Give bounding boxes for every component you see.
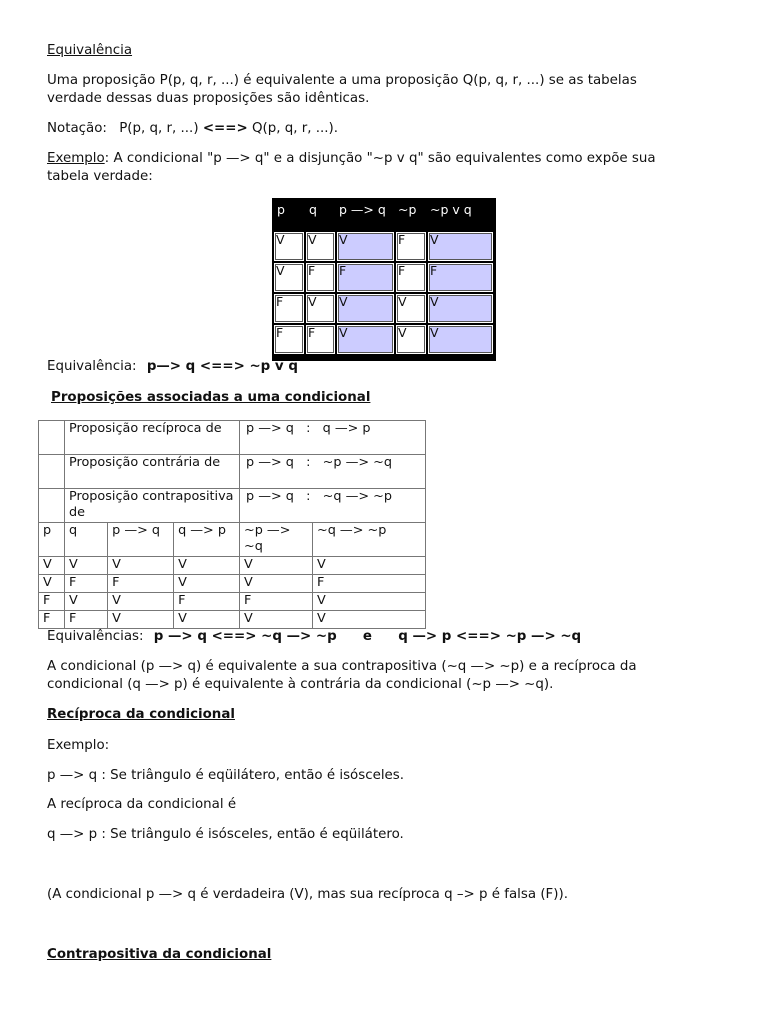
assoc-name: Proposição recíproca de bbox=[65, 421, 240, 455]
table-cell: V bbox=[108, 593, 174, 611]
header-cell: q bbox=[65, 523, 108, 557]
truth-cell: F bbox=[396, 232, 426, 261]
equivalences-line bbox=[47, 628, 581, 646]
truth-cell: V bbox=[337, 294, 394, 323]
table-cell: V bbox=[313, 593, 426, 611]
truth-cell: V bbox=[306, 232, 335, 261]
table-row bbox=[39, 575, 426, 593]
associated-propositions-table bbox=[38, 420, 426, 629]
reciprocal-line-a: p —> q : Se triângulo é eqüilátero, então é isósceles. bbox=[47, 768, 405, 783]
table-cell: V bbox=[108, 611, 174, 629]
table-row bbox=[39, 455, 426, 489]
equivalence-line bbox=[47, 358, 298, 376]
reciprocal-line-d: (A condicional p —> q é verdadeira (V), mas sua recíproca q –> p é falsa (F)). bbox=[47, 887, 568, 902]
assoc-formula: p —> q : q —> p bbox=[240, 421, 426, 455]
header-cell: p bbox=[277, 202, 285, 217]
notation-operator: <==> bbox=[202, 121, 248, 136]
table-cell: F bbox=[108, 575, 174, 593]
intro-line-2: verdade dessas duas proposições são idênticas. bbox=[47, 91, 370, 106]
table-cell: V bbox=[313, 557, 426, 575]
equivalence-sep: e bbox=[362, 629, 373, 644]
truth-cell: V bbox=[428, 325, 493, 354]
truth-cell: F bbox=[306, 325, 335, 354]
truth-table-1-header bbox=[272, 198, 496, 230]
table-cell: V bbox=[65, 593, 108, 611]
table-cell: F bbox=[174, 593, 240, 611]
table-row bbox=[39, 421, 426, 455]
reciprocal-line-c: q —> p : Se triângulo é isósceles, então é eqüilátero. bbox=[47, 827, 404, 842]
truth-cell: V bbox=[337, 325, 394, 354]
table-cell: V bbox=[240, 611, 313, 629]
truth-cell: F bbox=[274, 294, 304, 323]
table-cell: F bbox=[39, 611, 65, 629]
table-cell: V bbox=[240, 575, 313, 593]
notation-line bbox=[47, 120, 338, 138]
intro-line-1: Uma proposição P(p, q, r, ...) é equivalente a uma proposição Q(p, q, r, ...) se as tabelas bbox=[47, 73, 637, 88]
table-cell: V bbox=[174, 575, 240, 593]
header-cell: q —> p bbox=[174, 523, 240, 557]
assoc-formula: p —> q : ~p —> ~q bbox=[240, 455, 426, 489]
table-cell: F bbox=[240, 593, 313, 611]
notation-right: Q(p, q, r, ...). bbox=[251, 121, 339, 136]
truth-cell: V bbox=[274, 232, 304, 261]
header-cell: p —> q bbox=[339, 202, 386, 217]
table-row bbox=[39, 557, 426, 575]
header-cell: ~p —> ~q bbox=[240, 523, 313, 557]
table-cell: F bbox=[313, 575, 426, 593]
truth-table-1 bbox=[272, 198, 496, 361]
notation-left: P(p, q, r, ...) bbox=[119, 121, 199, 136]
truth-cell: V bbox=[428, 232, 493, 261]
table-cell: F bbox=[39, 593, 65, 611]
header-cell: ~q —> ~p bbox=[313, 523, 426, 557]
table-cell: V bbox=[39, 575, 65, 593]
assoc-name: Proposição contrapositiva de bbox=[65, 489, 240, 523]
example-label: Exemplo bbox=[47, 151, 105, 166]
table-row bbox=[39, 593, 426, 611]
table-row bbox=[39, 611, 426, 629]
section-title-contrapositiva: Contrapositiva da condicional bbox=[47, 947, 272, 962]
equivalences-label: Equivalências: bbox=[47, 629, 144, 644]
table-cell: V bbox=[240, 557, 313, 575]
table-cell: V bbox=[313, 611, 426, 629]
truth-cell: F bbox=[306, 263, 335, 292]
section-title-reciproca: Recíproca da condicional bbox=[47, 707, 235, 722]
truth-cell: F bbox=[396, 263, 426, 292]
header-cell: ~p bbox=[398, 202, 417, 217]
table-cell: F bbox=[65, 575, 108, 593]
table-cell: F bbox=[65, 611, 108, 629]
example-label-2: Exemplo: bbox=[47, 738, 110, 753]
table-cell: V bbox=[174, 611, 240, 629]
table-cell: V bbox=[65, 557, 108, 575]
table-cell: V bbox=[39, 557, 65, 575]
header-cell: ~p v q bbox=[430, 202, 472, 217]
truth-cell: V bbox=[337, 232, 394, 261]
equivalence-a: p —> q <==> ~q —> ~p bbox=[153, 629, 337, 644]
equivalence-b: q —> p <==> ~p —> ~q bbox=[398, 629, 582, 644]
header-cell: p —> q bbox=[108, 523, 174, 557]
table-cell: V bbox=[174, 557, 240, 575]
header-cell: q bbox=[309, 202, 317, 217]
assoc-name: Proposição contrária de bbox=[65, 455, 240, 489]
notation-label: Notação: bbox=[47, 121, 107, 136]
equivalence-value: p—> q <==> ~p v q bbox=[146, 359, 298, 374]
section-title-equivalencia: Equivalência bbox=[47, 43, 133, 58]
reciprocal-line-b: A recíproca da condicional é bbox=[47, 797, 237, 812]
truth-cell: F bbox=[428, 263, 493, 292]
truth-cell: F bbox=[337, 263, 394, 292]
section-title-proposicoes-associadas: Proposições associadas a uma condicional bbox=[51, 390, 371, 405]
truth-cell: V bbox=[274, 263, 304, 292]
truth-cell: F bbox=[274, 325, 304, 354]
truth-cell: V bbox=[306, 294, 335, 323]
table-cell: V bbox=[108, 557, 174, 575]
paragraph-line-2: condicional (q —> p) é equivalente à contrária da condicional (~p —> ~q). bbox=[47, 677, 554, 692]
header-cell: p bbox=[39, 523, 65, 557]
example-line-2: tabela verdade: bbox=[47, 169, 153, 184]
table-row bbox=[39, 489, 426, 523]
truth-cell: V bbox=[396, 294, 426, 323]
assoc-formula: p —> q : ~q —> ~p bbox=[240, 489, 426, 523]
example-line-1 bbox=[47, 150, 656, 168]
paragraph-line-1: A condicional (p —> q) é equivalente a sua contrapositiva (~q —> ~p) e a recíproca da bbox=[47, 659, 637, 674]
equivalence-label: Equivalência: bbox=[47, 359, 137, 374]
truth-cell: V bbox=[396, 325, 426, 354]
table-header-row bbox=[39, 523, 426, 557]
truth-cell: V bbox=[428, 294, 493, 323]
example-text: : A condicional "p —> q" e a disjunção "~p v q" são equivalentes como expõe sua bbox=[104, 151, 656, 166]
